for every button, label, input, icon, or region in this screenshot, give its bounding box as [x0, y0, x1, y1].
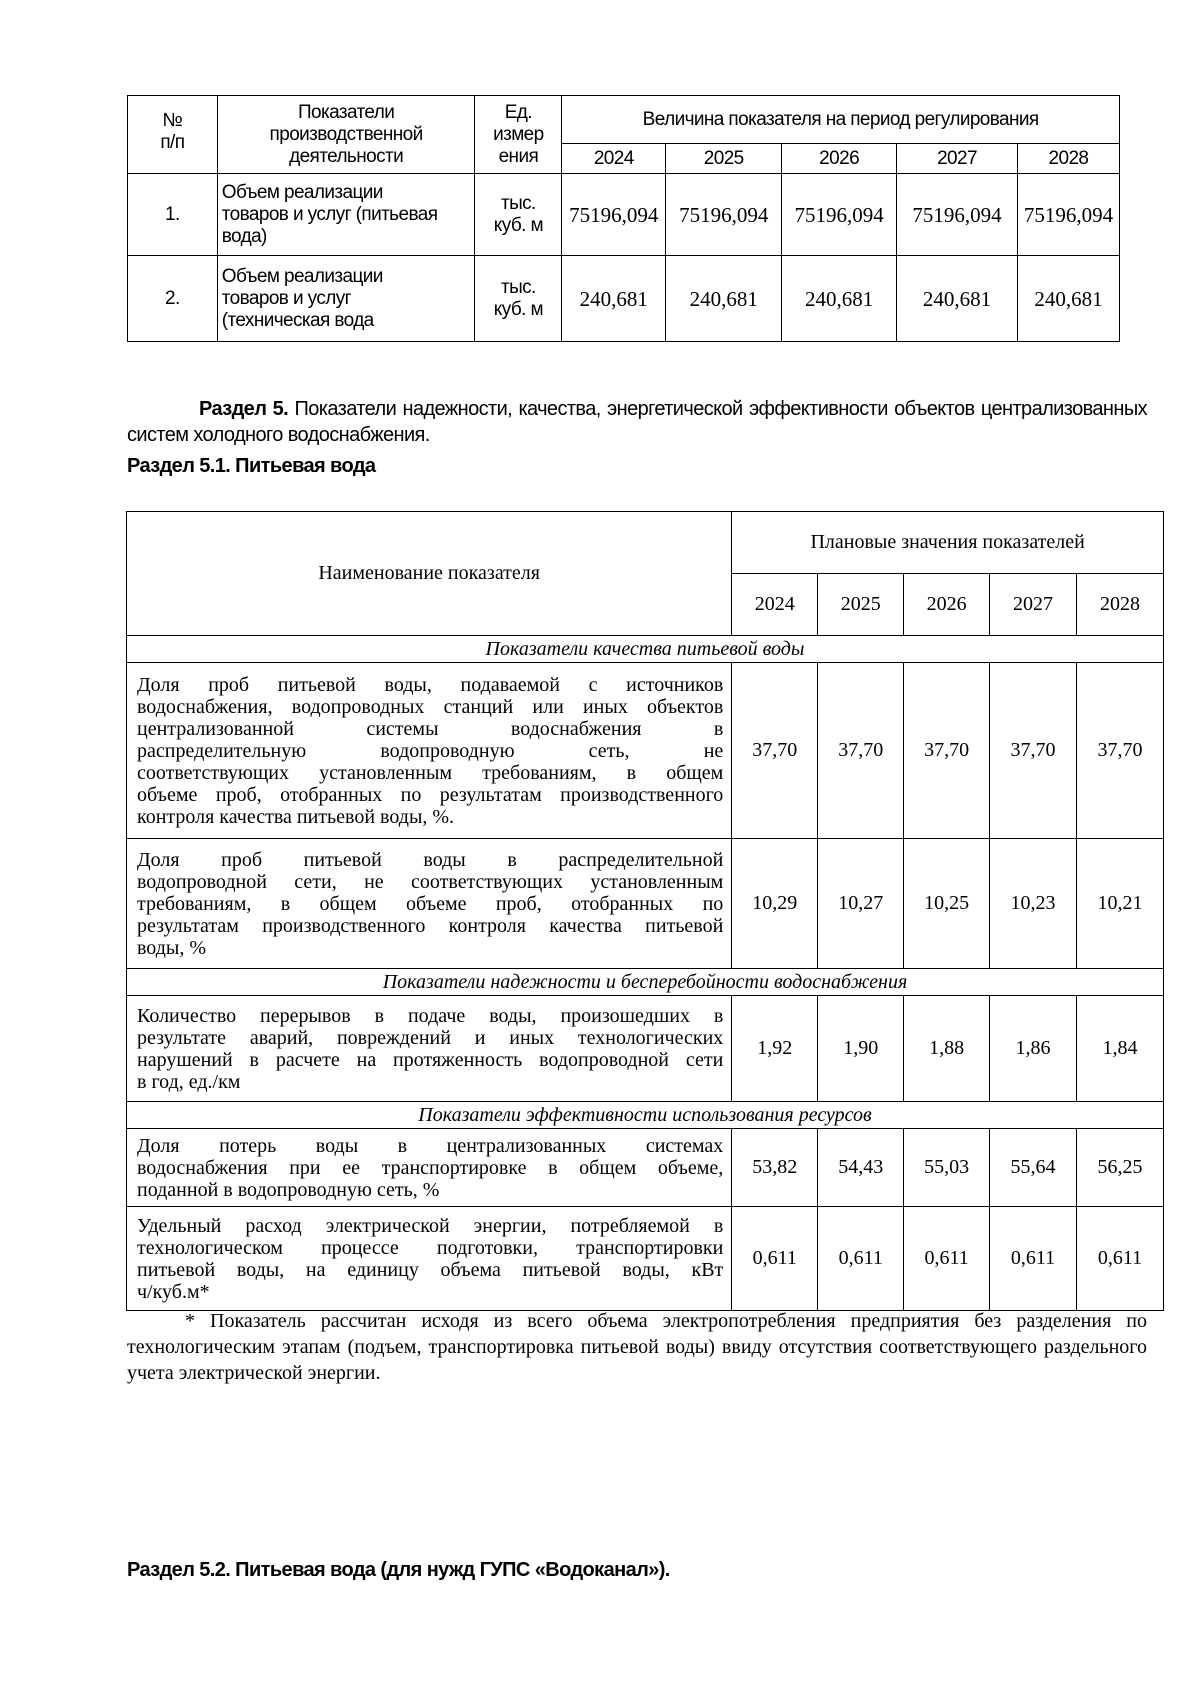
indicator-line: Доля проб питьевой воды в распределительной — [137, 848, 724, 871]
row-num: 2. — [128, 256, 218, 342]
indicator-line: распределительную водопроводную сеть, не — [137, 739, 724, 762]
indicator-line: результате аварий, повреждений и иных технологических — [137, 1026, 724, 1049]
indicator-value: 0,611 — [732, 1207, 818, 1311]
production-indicators-table — [127, 95, 1120, 342]
indicator-value: 10,25 — [904, 839, 990, 969]
header-year: 2024 — [562, 144, 666, 174]
table-row — [127, 1207, 1164, 1311]
indicator-value: 37,70 — [1077, 663, 1164, 839]
row-value: 75196,094 — [897, 174, 1018, 256]
row-unit: тыс. куб. м — [475, 256, 562, 342]
row-value: 75196,094 — [1017, 174, 1119, 256]
indicator-text — [127, 839, 732, 969]
indicator-value: 1,86 — [990, 996, 1077, 1102]
row-value: 240,681 — [1017, 256, 1119, 342]
indicator-value: 37,70 — [732, 663, 818, 839]
table-row — [127, 996, 1164, 1102]
indicator-value: 10,29 — [732, 839, 818, 969]
indicator-line: результатам производственного контроля качества питьевой — [137, 914, 724, 937]
indicator-value: 54,43 — [818, 1129, 904, 1207]
indicator-value: 0,611 — [990, 1207, 1077, 1311]
header-name: Наименование показателя — [127, 512, 732, 636]
indicator-line: поданной в водопроводную сеть, % — [137, 1178, 440, 1201]
indicator-value: 56,25 — [1077, 1129, 1164, 1207]
row-value: 240,681 — [666, 256, 782, 342]
header-indicator: Показатели производственной деятельности — [217, 96, 475, 174]
row-value: 240,681 — [897, 256, 1018, 342]
indicator-line: ч/куб.м* — [137, 1280, 210, 1303]
indicator-line: Удельный расход электрической энергии, потребляемой в — [137, 1214, 724, 1237]
indicator-text — [127, 1207, 732, 1311]
indicator-line: требованиям, в общем объеме проб, отобранных по — [137, 892, 724, 915]
indicator-value: 10,27 — [818, 839, 904, 969]
table-row — [128, 256, 1120, 342]
row-name: Объем реализации товаров и услуг (питьевая вода) — [217, 174, 475, 256]
row-unit: тыс. куб. м — [475, 174, 562, 256]
indicator-line: питьевой воды, на единицу объема питьевой воды, кВт — [137, 1258, 724, 1281]
indicator-line: объеме проб, отобранных по результатам производственного — [137, 783, 724, 806]
header-unit: Ед. измер ения — [475, 96, 562, 174]
section5-text: Показатели надежности, качества, энергетической эффективности объектов централизованных систем холодного водоснабжения. — [127, 398, 1147, 446]
group-title: Показатели надежности и бесперебойности водоснабжения — [127, 969, 1164, 996]
indicator-line: технологическом процессе подготовки, транспортировки — [137, 1236, 724, 1259]
section51-title: Раздел 5.1. Питьевая вода — [127, 455, 376, 477]
indicator-line: в год, ед./км — [137, 1070, 241, 1093]
indicator-line: Доля проб питьевой воды, подаваемой с источников — [137, 673, 724, 696]
indicator-line: соответствующих установленным требованиям, в общем — [137, 761, 724, 784]
indicator-value: 1,92 — [732, 996, 818, 1102]
indicator-value: 53,82 — [732, 1129, 818, 1207]
indicator-text — [127, 663, 732, 839]
table-row — [127, 1129, 1164, 1207]
indicator-value: 55,64 — [990, 1129, 1077, 1207]
table-row — [128, 174, 1120, 256]
header-year: 2027 — [897, 144, 1018, 174]
indicator-value: 1,90 — [818, 996, 904, 1102]
header-value-group: Величина показателя на период регулирования — [562, 96, 1120, 144]
indicator-value: 37,70 — [990, 663, 1077, 839]
row-name: Объем реализации товаров и услуг (техническая вода — [217, 256, 475, 342]
indicator-line: Количество перерывов в подаче воды, произошедших в — [137, 1004, 724, 1027]
footnote: * Показатель рассчитан исходя из всего объема электропотребления предприятия без разделения по технологическим этапам (подъем, транспортировка питьевой воды) ввиду отсутствия соответствующего раздельного учета электрической энергии. — [127, 1310, 1147, 1384]
row-value: 75196,094 — [782, 174, 897, 256]
indicator-value: 1,84 — [1077, 996, 1164, 1102]
header-year: 2024 — [732, 574, 818, 636]
header-year: 2026 — [904, 574, 990, 636]
indicator-value: 37,70 — [818, 663, 904, 839]
indicator-line: контроля качества питьевой воды, %. — [137, 805, 455, 828]
table-row — [127, 839, 1164, 969]
indicator-value: 55,03 — [904, 1129, 990, 1207]
indicator-line: централизованной системы водоснабжения в — [137, 717, 724, 740]
reliability-quality-table — [126, 511, 1164, 1311]
indicator-value: 0,611 — [818, 1207, 904, 1311]
indicator-line: нарушений в расчете на протяженность водопроводной сети — [137, 1048, 724, 1071]
indicator-value: 1,88 — [904, 996, 990, 1102]
row-value: 240,681 — [562, 256, 666, 342]
row-value: 240,681 — [782, 256, 897, 342]
group-title: Показатели эффективности использования ресурсов — [127, 1102, 1164, 1129]
header-num: № п/п — [128, 96, 218, 174]
indicator-line: водоснабжения, водопроводных станций или иных объектов — [137, 695, 724, 718]
header-year: 2028 — [1017, 144, 1119, 174]
indicator-text — [127, 996, 732, 1102]
indicator-line: водопроводной сети, не соответствующих установленным — [137, 870, 724, 893]
section5-paragraph — [127, 396, 1147, 448]
indicator-text — [127, 1129, 732, 1207]
section5-label: Раздел 5. — [199, 398, 289, 420]
indicator-value: 0,611 — [904, 1207, 990, 1311]
header-year: 2027 — [990, 574, 1077, 636]
row-num: 1. — [128, 174, 218, 256]
header-year: 2025 — [666, 144, 782, 174]
indicator-line: Доля потерь воды в централизованных системах — [137, 1134, 724, 1157]
table-row — [127, 663, 1164, 839]
indicator-value: 0,611 — [1077, 1207, 1164, 1311]
header-plan-group: Плановые значения показателей — [732, 512, 1164, 574]
header-year: 2025 — [818, 574, 904, 636]
section52-title: Раздел 5.2. Питьевая вода (для нужд ГУПС «Водоканал»). — [127, 1559, 670, 1581]
indicator-line: водоснабжения при ее транспортировке в общем объеме, — [137, 1156, 724, 1179]
row-value: 75196,094 — [666, 174, 782, 256]
header-year: 2026 — [782, 144, 897, 174]
indicator-line: воды, % — [137, 936, 207, 959]
indicator-value: 10,21 — [1077, 839, 1164, 969]
indicator-value: 10,23 — [990, 839, 1077, 969]
group-title: Показатели качества питьевой воды — [127, 636, 1164, 663]
indicator-value: 37,70 — [904, 663, 990, 839]
header-year: 2028 — [1077, 574, 1164, 636]
row-value: 75196,094 — [562, 174, 666, 256]
